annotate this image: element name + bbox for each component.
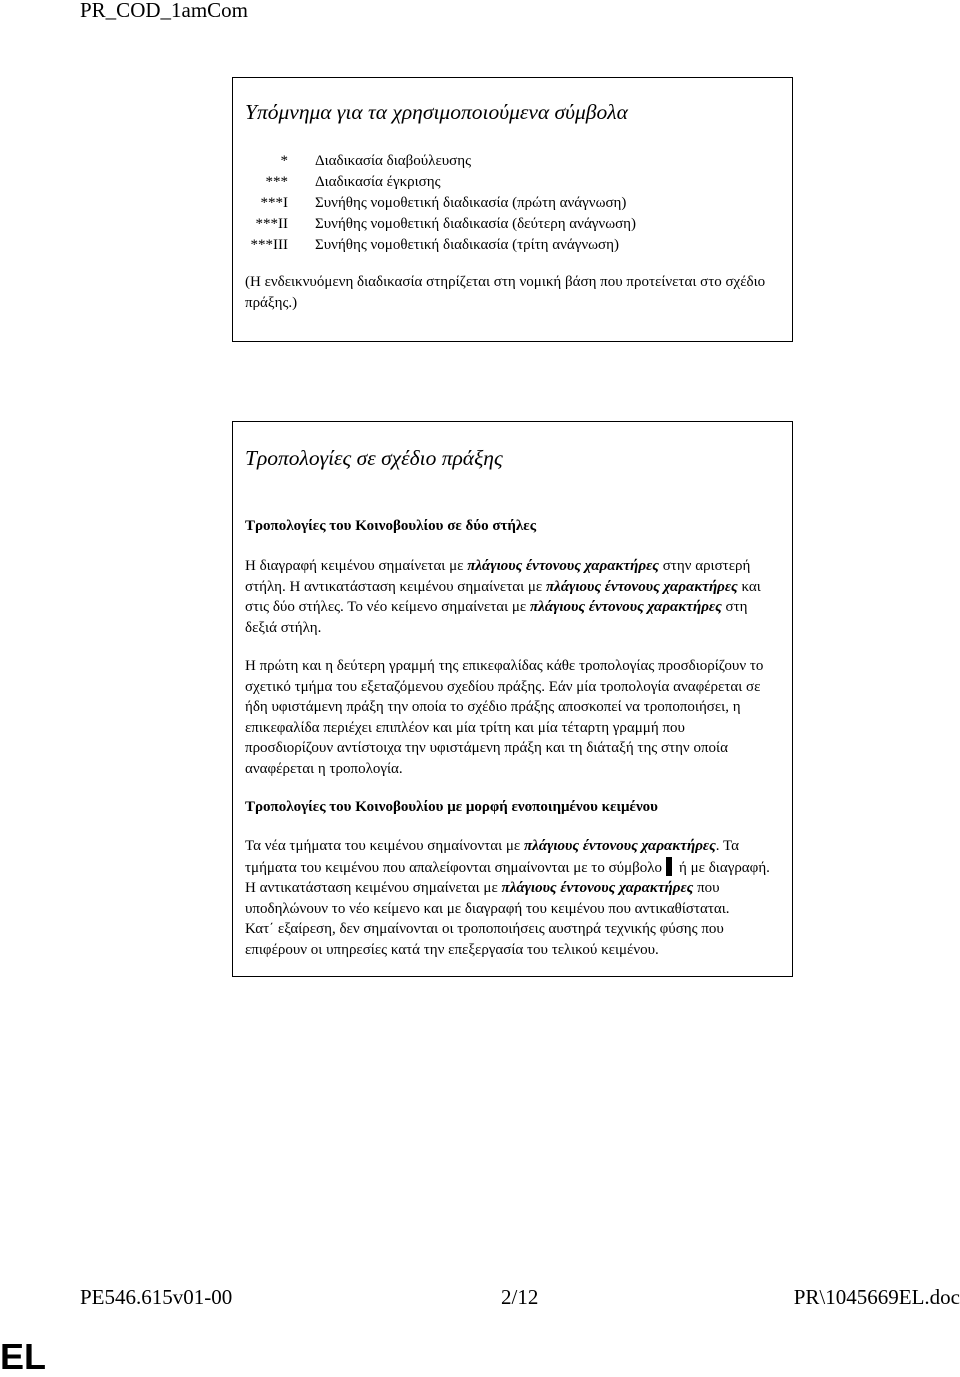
symbol-description: Διαδικασία έγκρισης (315, 174, 441, 190)
emphasis-text: πλάγιους έντονους χαρακτήρες (545, 578, 738, 595)
symbol-description: Συνήθης νομοθετική διαδικασία (τρίτη ανάγνωση) (315, 237, 619, 253)
symbol: ***II (255, 216, 288, 232)
emphasis-text: πλάγιους έντονους χαρακτήρες (467, 558, 659, 574)
symbol-description: Συνήθης νομοθετική διαδικασία (δεύτερη ανάγνωση) (315, 216, 637, 232)
text: ή με διαγραφή. Η αντικατάσταση κειμένου σημαίνεται με (245, 859, 770, 896)
symbol-description: Συνήθης νομοθετική διαδικασία (πρώτη ανάγνωση) (315, 195, 627, 211)
emphasis-text: πλάγιους έντονους χαρακτήρες (529, 599, 722, 615)
language-code: EL (0, 1336, 47, 1377)
amendments-box (232, 421, 793, 977)
text: . Τα τμήματα του κειμένου που απαλείφονται σημαίνονται με το σύμβολο (245, 838, 739, 876)
text: Κατ΄ εξαίρεση, δεν σημαίνονται οι τροποποιήσεις αυστηρά τεχνικής φύσης που επιφέρουν οι υπηρεσίες κατά την επεξεργασία του τελικού κειμένου. (245, 921, 724, 958)
symbol: * (280, 153, 288, 169)
symbol: ***I (260, 195, 288, 211)
document-code: PR_COD_1amCom (80, 0, 249, 22)
header-lines-paragraph: Η πρώτη και η δεύτερη γραμμή της επικεφαλίδας κάθε τροπολογίας προσδιορίζουν το σχετικό τμήμα του εξεταζόμενου σχεδίου πράξης. Εάν μία τροπολογία αναφέρεται σε ήδη υφιστάμενη πράξη την οποία το σχέδιο πράξης αποσκοπεί να τροποποιήσει, η επικεφαλίδα περιέχει επιπλέον και μία τρίτη και μία τέταρτη γραμμή που προσδιορίζουν αντίστοιχα την υφιστάμενη πράξη και τη διάταξή της στην οποία αναφέρεται η τροπολογία. (245, 658, 764, 777)
text: Τα νέα τμήματα του κειμένου σημαίνονται με (245, 838, 524, 854)
symbol-row (233, 235, 792, 256)
symbols-legend-box (232, 77, 793, 342)
consolidated-paragraph (245, 836, 775, 960)
consolidated-heading: Τροπολογίες του Κοινοβουλίου με μορφή ενοποιημένου κειμένου (245, 799, 658, 815)
symbol: *** (265, 174, 288, 190)
two-column-paragraph (245, 556, 775, 638)
symbol-row (233, 214, 792, 235)
symbol-row (233, 151, 792, 172)
deletion-block-icon (666, 857, 672, 876)
footer-page-number: 2/12 (501, 1285, 539, 1309)
amendments-title: Τροπολογίες σε σχέδιο πράξης (245, 446, 503, 470)
symbol-row (233, 172, 792, 193)
text: και στις δύο στήλες. Το νέο κείμενο σημαίνεται με (245, 578, 761, 615)
symbols-list (233, 151, 792, 256)
footer-document-ref: PE546.615v01-00 (80, 1285, 233, 1309)
legend-title: Υπόμνημα για τα χρησιμοποιούμενα σύμβολα (245, 100, 628, 124)
symbol-row (233, 193, 792, 214)
text: στην αριστερή στήλη. Η αντικατάσταση κειμένου σημαίνεται με (245, 558, 751, 595)
procedure-note: (Η ενδεικνυόμενη διαδικασία στηρίζεται στη νομική βάση που προτείνεται στο σχέδιο πράξης.) (245, 274, 766, 311)
text: Η διαγραφή κειμένου σημαίνεται με (245, 558, 468, 574)
symbol: ***III (250, 237, 288, 253)
text: στη δεξιά στήλη. (245, 599, 748, 636)
emphasis-text: πλάγιους έντονους χαρακτήρες (523, 838, 716, 854)
text: που υποδηλώνουν το νέο κείμενο και με διαγραφή του κειμένου που αντικαθίσταται. (245, 880, 730, 917)
footer-filename: PR\1045669EL.doc (793, 1285, 960, 1309)
emphasis-text: πλάγιους έντονους χαρακτήρες (501, 880, 694, 896)
symbol-description: Διαδικασία διαβούλευσης (315, 153, 472, 169)
two-column-heading: Τροπολογίες του Κοινοβουλίου σε δύο στήλες (245, 518, 537, 534)
